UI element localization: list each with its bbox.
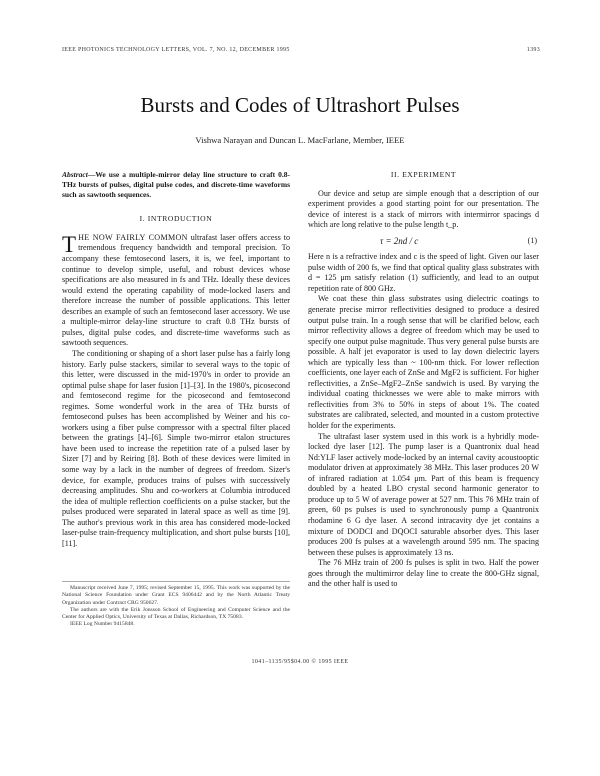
abstract-text: We use a multiple-mirror delay line structure to craft 0.8-THz bursts of pulses, digital pulse codes, and discrete-time waveforms such as sawtooth sequences. (62, 170, 290, 199)
page-number: 1393 (526, 47, 540, 53)
right-column (308, 170, 539, 590)
intro-paragraph-2: The conditioning or shaping of a short laser pulse has a fairly long history. Early pulse stackers, similar to several ways to the topic of this letter, were discussed in the mid-1970's in order to provide an optimal pulse shape for laser fusion [1]–[3]. In the 1980's, picosecond and femtosecond regime for the picosecond and femtosecond regimes. Some wonderful work in the area of THz bursts of femtosecond pulses has been accomplished by Weiner and his co-workers using a fiber pulse compressor with a spectral filter placed between the gratings [4]–[6]. Simple two-mirror etalon structures have been used to increase the repetition rate of a pulsed laser by Sizer [7] and by Reiring [8]. Both of these devices were limited in some way by a lack in the number of degrees of freedom. Sizer's device, for example, produces trains of pulses with successively decreasing amplitudes. Shu and co-workers at Columbia introduced the idea of multiple reflection coefficients on a pulse stacker, but the pulses produced were separated in lateral space as well as time [9]. The author's previous work in this area has considered mode-locked laser-pulse train-frequency multiplication, and short pulse bursts [10], [11]. (62, 348, 290, 548)
experiment-paragraph-2: Here n is a refractive index and c is the speed of light. Given our laser pulse width of 200 fs, we find that optical quality glass substrates with d = 125 μm satisfy relation (1) sufficiently, and lead to an output repetition rate of 800 GHz. (308, 252, 539, 293)
running-header-journal: IEEE PHOTONICS TECHNOLOGY LETTERS, VOL. 7, NO. 12, DECEMBER 1995 (62, 47, 290, 53)
experiment-paragraph-5: The 76 MHz train of 200 fs pulses is split in two. Half the power goes through the multimirror delay line to create the 800-GHz signal, and the other half is used to (308, 558, 539, 589)
intro-paragraph-1-text: ultrafast laser offers access to tremendous frequency bandwidth and temporal precision. To accompany these femtosecond lasers, it is, we feel, important to continue to develop simple, useful, and robust devices whose specifications are also measured in fs and THz. Ideally these devices would extend the operating capability of mode-locked lasers and therefore increase the number of possible applications. This letter describes an example of such an femtosecond laser accessory. We use a multiple-mirror delay-line structure to craft 0.8 THz bursts of pulses, digital pulse codes, and discrete-time waveforms such as sawtooth sequences. (62, 232, 291, 348)
equation-expression: τ = 2nd / c (380, 235, 419, 246)
section-heading-introduction: I. INTRODUCTION (139, 214, 213, 224)
left-column (62, 170, 290, 549)
footnote-affiliation: The authors are with the Erik Jonsson School of Engineering and Computer Science and the Center for Applied Optics, University of Texas at Dallas, Richardson, TX 75083. (62, 606, 290, 621)
experiment-paragraph-3: We coat these thin glass substrates using dielectric coatings to generate precise mirror reflectivities designed to produce a desired output pulse train. In a rough sense that will be clarified below, each mirror reflectivity allows a degree of freedom which may be used to specify one output pulse magnitude. Thus very general pulse bursts are possible. A half jet evaporator is used to lay down dielectric layers which are typically less than ~ 100-nm thick. For lower reflection coefficients, one layer each of ZnSe and MgF2 is sufficient. For higher reflectivities, a ZnSe–MgF2–ZnSe sandwich is used. By varying the individual coating thicknesses we were able to make mirrors with reflectivities from 3% to 50% in steps of about 1%. The coated substrates are calibrated, selected, and mounted in a custom protective holder for the experiments. (308, 294, 539, 431)
copyright-line: 1041–1135/95$04.00 © 1995 IEEE (251, 659, 349, 665)
intro-paragraph-1 (62, 233, 290, 349)
intro-lead-in: HE NOW FAIRLY COMMON (78, 232, 188, 242)
author-line: Vishwa Narayan and Duncan L. MacFarlane, Member, IEEE (195, 135, 405, 145)
experiment-paragraph-1: Our device and setup are simple enough that a description of our experiment provides a good starting point for our presentation. The device of interest is a stack of mirrors with intermirror spacings d which are long relative to the pulse length t_p. (308, 188, 539, 230)
equation-1 (308, 236, 539, 247)
abstract (62, 170, 290, 199)
drop-cap: T (62, 231, 77, 257)
running-header (62, 47, 540, 53)
footnote-manuscript: Manuscript received June 7, 1995; revised September 15, 1995. This work was supported by the National Science Foundation under Grant ECS 9406442 and by the North Atlantic Treaty Organization under Contract CRG 950627. (62, 585, 290, 606)
footnote (62, 581, 290, 629)
paper-title: Bursts and Codes of Ultrashort Pulses (140, 93, 460, 117)
footnote-log-number: IEEE Log Number 9415848. (70, 621, 135, 628)
experiment-paragraph-4: The ultrafast laser system used in this work is a hybridly mode-locked dye laser [12]. The pump laser is a Quantronix dual head Nd:YLF laser actively mode-locked by an internal cavity acoustooptic modulator driven at approximately 38 MHz. This laser produces 20 W of infrared radiation at 1.054 μm. Part of this beam is frequency doubled by a heated LBO crystal second harmonic generator to produce up to 5 W of average power at 527 nm. This 76 MHz train of green, 60 ps pulses is used to synchronously pump a Quantronix rhodamine 6 G dye laser. A second intracavity dye jet contains a mixture of DODCI and DQOCI saturable absorber dyes. This laser produces 200 fs pulses at a wavelength around 595 nm. The spacing between these pulses is approximately 13 ns. (308, 431, 539, 557)
equation-number: (1) (527, 235, 537, 245)
abstract-label: Abstract— (62, 170, 96, 179)
section-heading-experiment: II. EXPERIMENT (390, 170, 457, 179)
